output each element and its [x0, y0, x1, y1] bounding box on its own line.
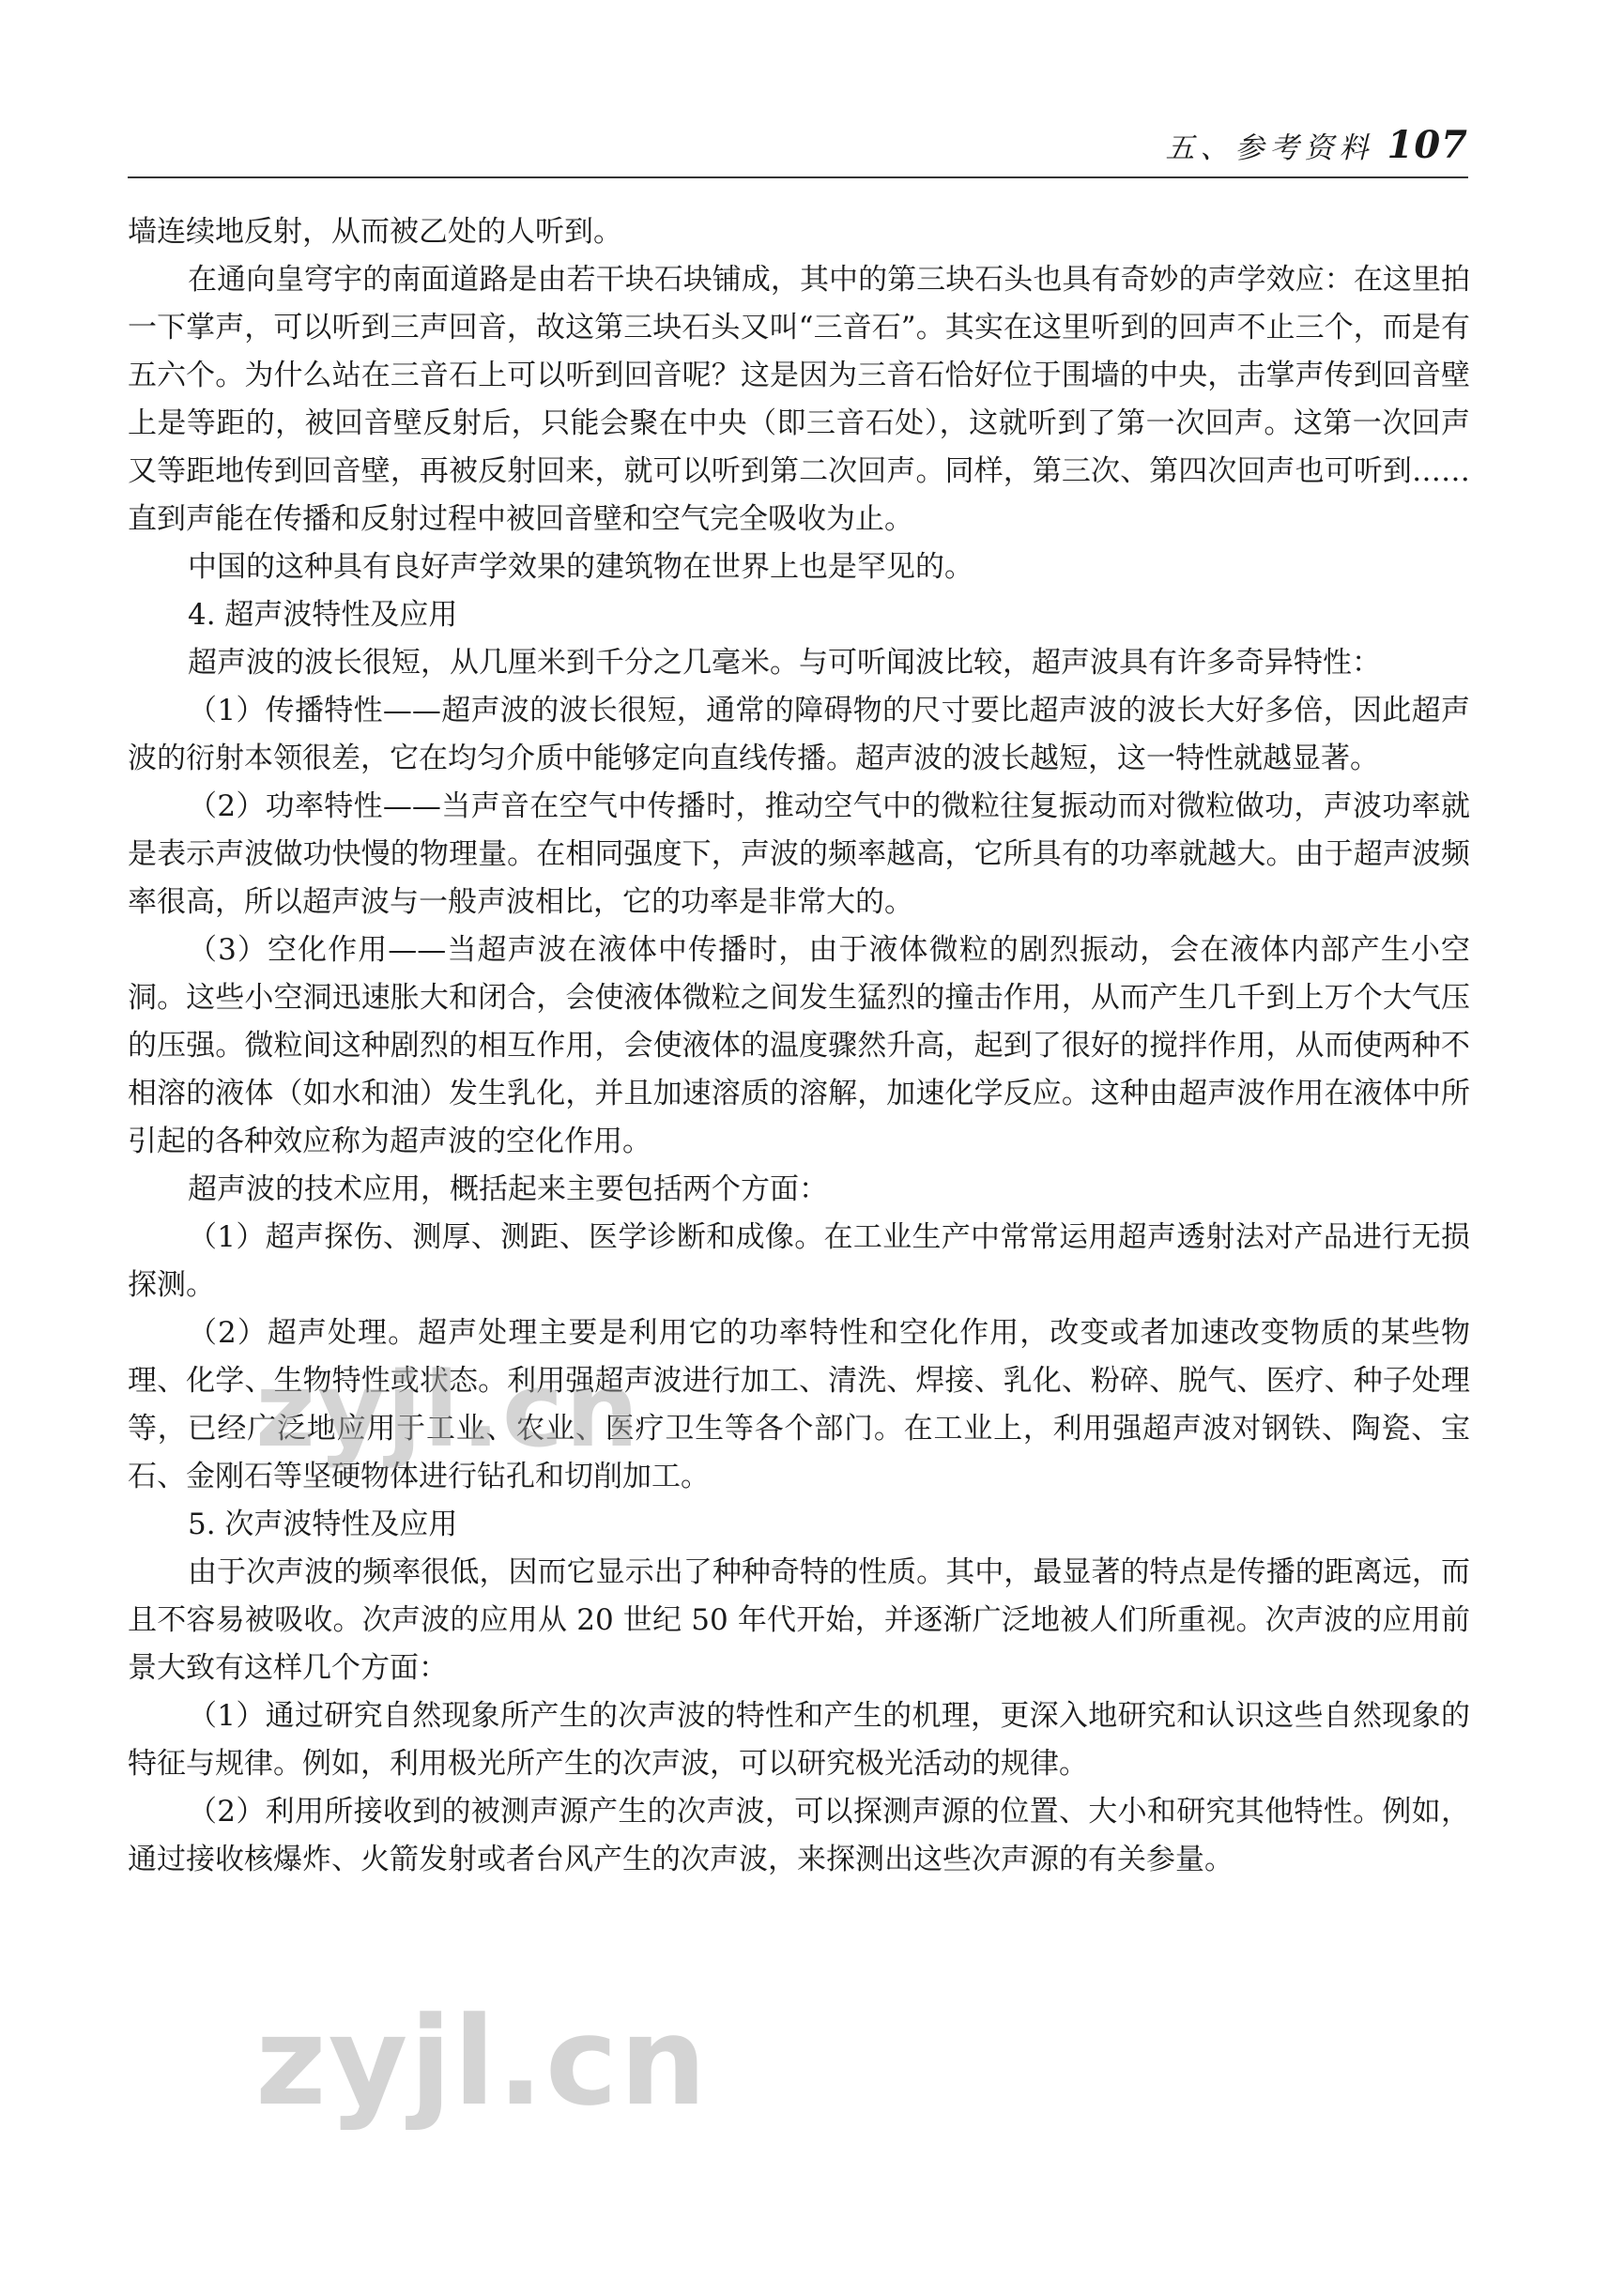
- list-item: （1）通过研究自然现象所产生的次声波的特性和产生的机理，更深入地研究和认识这些自然现象的特征与规律。例如，利用极光所产生的次声波，可以研究极光活动的规律。: [128, 1699, 1470, 1781]
- section-heading: 4. 超声波特性及应用: [188, 598, 458, 632]
- list-item: （2）功率特性——当声音在空气中传播时，推动空气中的微粒往复振动而对微粒做功，声波功率就是表示声波做功快慢的物理量。在相同强度下，声波的频率越高，它所具有的功率就越大。由于超声波频率很高，所以超声波与一般声波相比，它的功率是非常大的。: [128, 789, 1470, 919]
- header-text: [1166, 123, 1469, 167]
- list-item: （2）利用所接收到的被测声源产生的次声波，可以探测声源的位置、大小和研究其他特性。例如，通过接收核爆炸、火箭发射或者台风产生的次声波，来探测出这些次声源的有关参量。: [128, 1795, 1470, 1876]
- paragraph: 超声波的技术应用，概括起来主要包括两个方面：: [188, 1172, 828, 1206]
- paragraph: 中国的这种具有良好声学效果的建筑物在世界上也是罕见的。: [188, 550, 973, 584]
- paragraph: 超声波的波长很短，从几厘米到千分之几毫米。与可听闻波比较，超声波具有许多奇异特性：: [188, 646, 1381, 680]
- list-item: （2）超声处理。超声处理主要是利用它的功率特性和空化作用，改变或者加速改变物质的某些物理、化学、生物特性或状态。利用强超声波进行加工、清洗、焊接、乳化、粉碎、脱气、医疗、种子处理等，已经广泛地应用于工业、农业、医疗卫生等各个部门。在工业上，利用强超声波对钢铁、陶瓷、宝石、金刚石等坚硬物体进行钻孔和切削加工。: [128, 1316, 1470, 1493]
- paragraph: 墙连续地反射，从而被乙处的人听到。: [128, 215, 622, 249]
- paragraph: 由于次声波的频率很低，因而它显示出了种种奇特的性质。其中，最显著的特点是传播的距离远，而且不容易被吸收。次声波的应用从 20 世纪 50 年代开始，并逐渐广泛地被人们所重视。次声波的应用前景大致有这样几个方面：: [128, 1555, 1470, 1685]
- list-item: （1）传播特性——超声波的波长很短，通常的障碍物的尺寸要比超声波的波长大好多倍，因此超声波的衍射本领很差，它在均匀介质中能够定向直线传播。超声波的波长越短，这一特性就越显著。: [128, 694, 1470, 775]
- page-number: 107: [1387, 123, 1468, 167]
- section-title: 五、参考资料: [1165, 131, 1374, 165]
- section-heading: 5. 次声波特性及应用: [188, 1508, 458, 1541]
- watermark: zyjl.cn: [255, 1350, 641, 1470]
- watermark: zyjl.cn: [255, 1990, 709, 2133]
- list-item: （3）空化作用——当超声波在液体中传播时，由于液体微粒的剧烈振动，会在液体内部产生小空洞。这些小空洞迅速胀大和闭合，会使液体微粒之间发生猛烈的撞击作用，从而产生几千到上万个大气压的压强。微粒间这种剧烈的相互作用，会使液体的温度骤然升高，起到了很好的搅拌作用，从而使两种不相溶的液体（如水和油）发生乳化，并且加速溶质的溶解，加速化学反应。这种由超声波作用在液体中所引起的各种效应称为超声波的空化作用。: [128, 933, 1470, 1158]
- body-text: [128, 208, 1470, 1884]
- list-item: （1）超声探伤、测厚、测距、医学诊断和成像。在工业生产中常常运用超声透射法对产品进行无损探测。: [128, 1220, 1470, 1302]
- paragraph: 在通向皇穹宇的南面道路是由若干块石块铺成，其中的第三块石头也具有奇妙的声学效应：在这里拍一下掌声，可以听到三声回音，故这第三块石头又叫“三音石”。其实在这里听到的回声不止三个，而是有五六个。为什么站在三音石上可以听到回音呢？这是因为三音石恰好位于围墙的中央，击掌声传到回音壁上是等距的，被回音壁反射后，只能会聚在中央（即三音石处），这就听到了第一次回声。这第一次回声又等距地传到回音壁，再被反射回来，就可以听到第二次回声。同样，第三次、第四次回声也可听到……直到声能在传播和反射过程中被回音壁和空气完全吸收为止。: [128, 263, 1470, 536]
- running-header: [128, 120, 1468, 178]
